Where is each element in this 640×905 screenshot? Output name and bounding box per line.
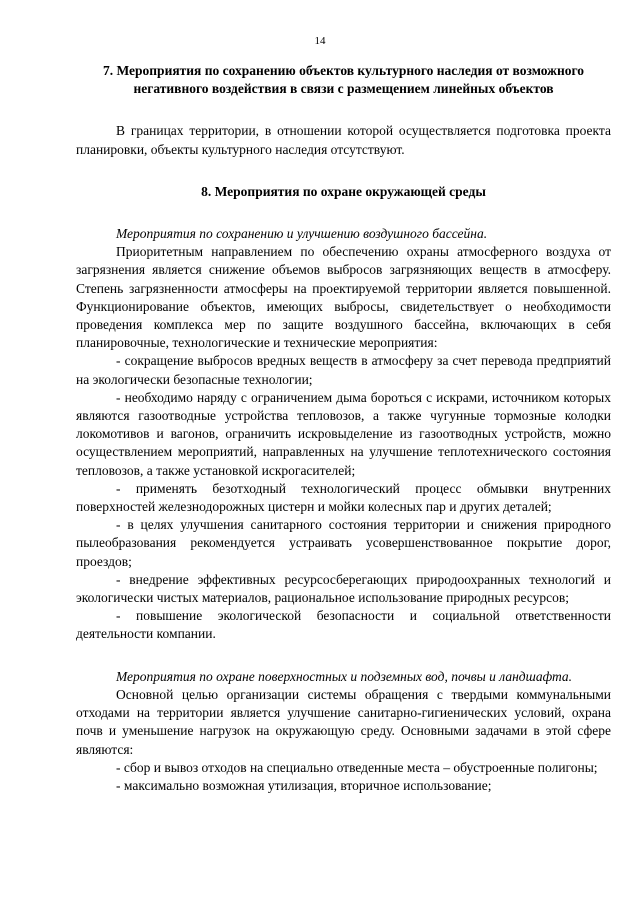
water-list-item: - сбор и вывоз отходов на специально отведенные места – обустроенные полигоны; (116, 759, 598, 775)
air-list-item: - внедрение эффективных ресурсосберегающих природоохранных технологий и экологически чистых материалов, рациональное использование природных ресурсов; (76, 571, 611, 606)
page-number: 14 (314, 35, 326, 47)
air-list-item: - повышение экологической безопасности и социальной ответственности деятельности компании. (76, 608, 611, 642)
air-list-item: - необходимо наряду с ограничением дыма бороться с искрами, источником которых являются газоотводные устройства тепловозов, а также чугунные тормозные колодки локомотивов и вагонов, ограничить искровыделение из газоотводных устройств, можно осуществлением мероприятий, направленных на улучшение теплотехнического состояния тепловозов, а также установкой искрогасителей; (76, 389, 611, 478)
water-subtitle: Мероприятия по охране поверхностных и подземных вод, почвы и ландшафта. (116, 668, 573, 684)
air-list-item: - сокращение выбросов вредных веществ в атмосферу за счет перевода предприятий на экологически безопасные технологии; (76, 353, 611, 387)
air-subtitle: Мероприятия по сохранению и улучшению воздушного бассейна. (116, 226, 488, 242)
section-7-heading: 7. Мероприятия по сохранению объектов культурного наследия от возможного негативного воздействия в связи с размещением линейных объектов (102, 63, 585, 97)
section-8-heading: 8. Мероприятия по охране окружающей среды (201, 183, 486, 199)
section-7-text: В границах территории, в отношении которой осуществляется подготовка проекта планировки, объекты культурного наследия отсутствуют. (76, 123, 611, 157)
air-list-item: - применять безотходный технологический процесс обмывки внутренних поверхностей железнодорожных цистерн и мойки колесных пар и других деталей; (76, 480, 611, 515)
water-list-item: - максимально возможная утилизация, вторичное использование; (116, 777, 492, 793)
air-intro-paragraph: Приоритетным направлением по обеспечению охраны атмосферного воздуха от загрязнения является снижение объемов выбросов загрязняющих веществ в атмосферу. Степень загрязненности атмосферы на проектируемой территории является повышенной. Функционирование объектов, имеющих выбросы, свидетельствует о необходимости проведения комплекса мер по защите воздушного бассейна, включающих в себя планировочные, технологические и технические мероприятия: (76, 244, 611, 351)
page-content (76, 62, 611, 795)
water-intro-paragraph: Основной целью организации системы обращения с твердыми коммунальными отходами на территории является улучшение санитарно-гигиенических условий, охрана почв и уменьшение нагрузок на окружающую среду. Основными задачами в этой сфере являются: (76, 686, 611, 757)
air-list-item: - в целях улучшения санитарного состояния территории и снижения природного пылеобразования рекомендуется устраивать усовершенствованное покрытие дорог, проездов; (76, 517, 611, 569)
